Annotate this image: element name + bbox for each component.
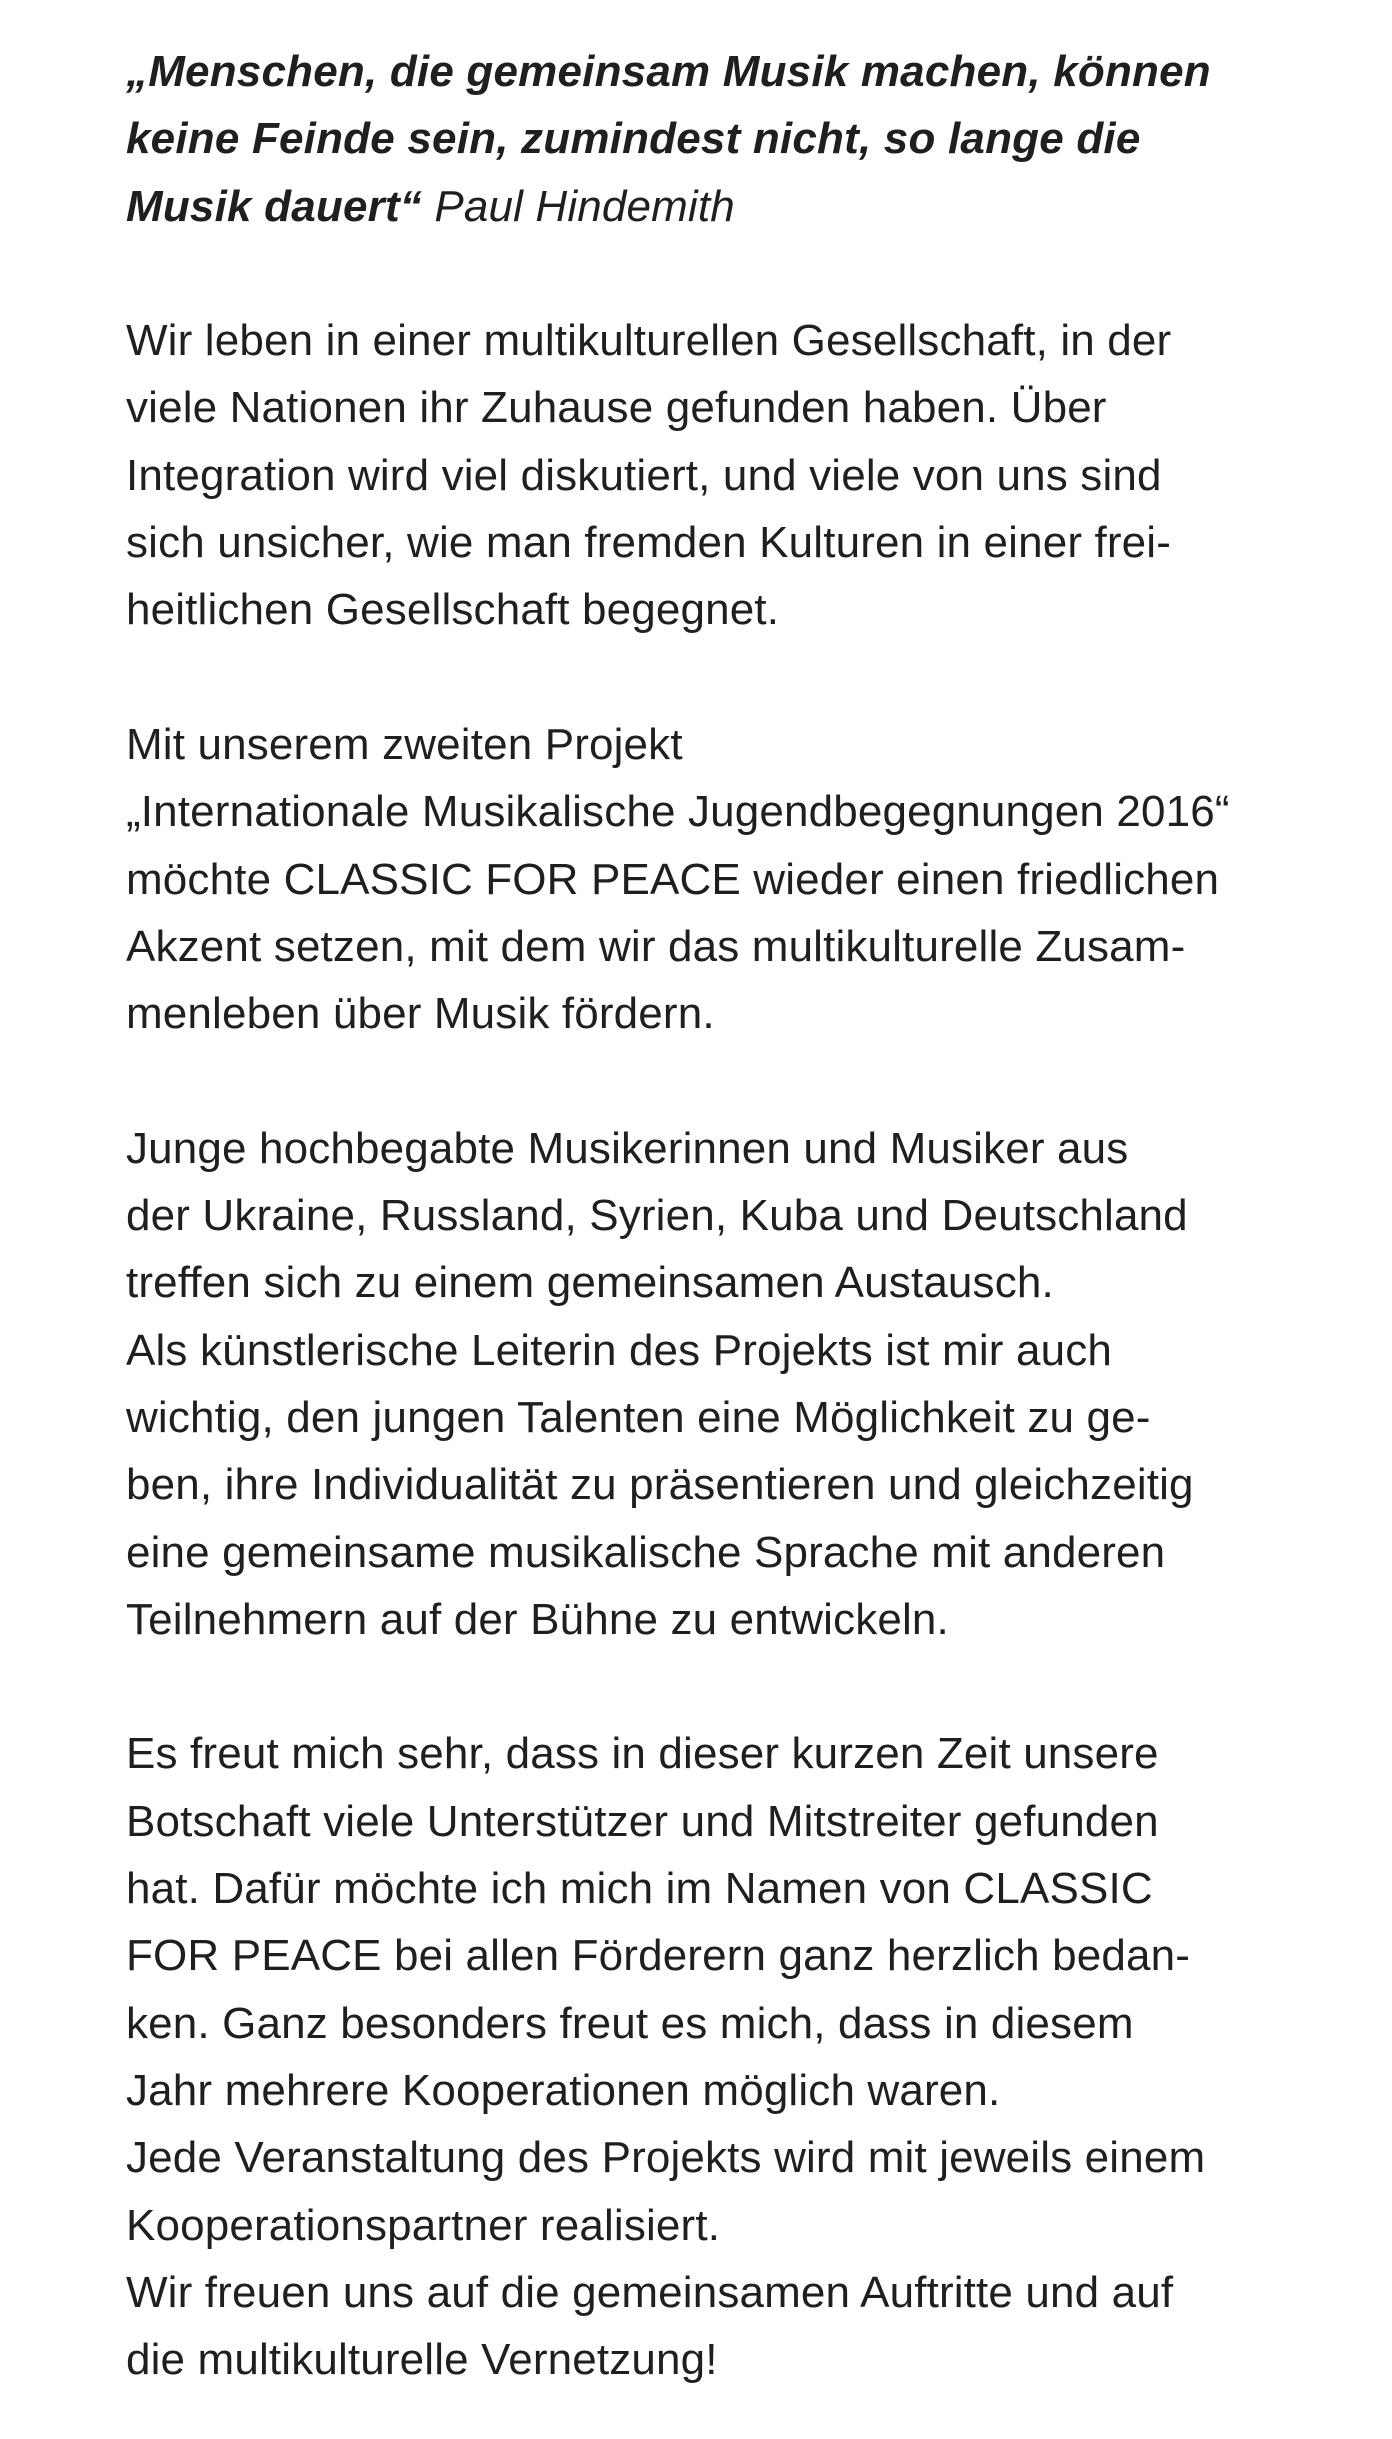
paragraph-spacer <box>126 644 1366 711</box>
paragraph-line: „Internationale Musikalische Jugendbegegnungen 2016“ <box>126 787 1230 837</box>
paragraph-line: hat. Dafür möchte ich mich im Namen von CLASSIC <box>126 1864 1153 1914</box>
quote-last-line <box>126 173 1366 240</box>
paragraph-line: heitlichen Gesellschaft begegnet. <box>126 585 780 635</box>
paragraph-line: treffen sich zu einem gemeinsamen Austausch. <box>126 1258 1054 1308</box>
paragraph-thanks <box>126 1720 1366 2393</box>
paragraph-line: Teilnehmern auf der Bühne zu entwickeln. <box>126 1594 949 1644</box>
paragraph-line: Wir freuen uns auf die gemeinsamen Auftritte und auf <box>126 2267 1174 2317</box>
quote-line: „Menschen, die gemeinsam Musik machen, können <box>126 47 1211 96</box>
article-body <box>126 38 1366 2393</box>
paragraph-line: sich unsicher, wie man fremden Kulturen in einer frei- <box>126 518 1172 568</box>
paragraph-line: eine gemeinsame musikalische Sprache mit anderen <box>126 1527 1166 1577</box>
paragraph-line: möchte CLASSIC FOR PEACE wieder einen friedlichen <box>126 854 1220 904</box>
quote-block <box>126 38 1366 240</box>
paragraph-line: Mit unserem zweiten Projekt <box>126 719 683 769</box>
paragraph-line: Als künstlerische Leiterin des Projekts ist mir auch <box>126 1325 1112 1375</box>
paragraph-line: Jahr mehrere Kooperationen möglich waren. <box>126 2065 1001 2115</box>
paragraph-line: menleben über Musik fördern. <box>126 989 715 1039</box>
paragraph-line: Wir leben in einer multikulturellen Gesellschaft, in der <box>126 316 1172 366</box>
quote-line: Musik dauert“ <box>126 181 422 231</box>
paragraph-spacer <box>126 1047 1366 1114</box>
paragraph-project <box>126 711 1366 1047</box>
paragraph-spacer <box>126 240 1366 307</box>
paragraph-line: FOR PEACE bei allen Förderern ganz herzlich bedan- <box>126 1931 1191 1981</box>
paragraph-spacer <box>126 1653 1366 1720</box>
paragraph-line: Botschaft viele Unterstützer und Mitstreiter gefunden <box>126 1796 1159 1846</box>
paragraph-line: Akzent setzen, mit dem wir das multikulturelle Zusam- <box>126 921 1186 971</box>
paragraph-line: ben, ihre Individualität zu präsentieren und gleichzeitig <box>126 1460 1194 1510</box>
quote-line: keine Feinde sein, zumindest nicht, so lange die <box>126 114 1141 164</box>
paragraph-line: die multikulturelle Vernetzung! <box>126 2335 718 2385</box>
paragraph-integration <box>126 307 1366 643</box>
quote-author: Paul Hindemith <box>434 181 735 231</box>
paragraph-musicians <box>126 1115 1366 1653</box>
paragraph-line: der Ukraine, Russland, Syrien, Kuba und Deutschland <box>126 1191 1188 1241</box>
paragraph-line: ken. Ganz besonders freut es mich, dass in diesem <box>126 1998 1134 2048</box>
paragraph-line: Integration wird viel diskutiert, und viele von uns sind <box>126 450 1162 500</box>
paragraph-line: Kooperationspartner realisiert. <box>126 2200 721 2250</box>
paragraph-line: Junge hochbegabte Musikerinnen und Musiker aus <box>126 1123 1129 1173</box>
paragraph-line: Jede Veranstaltung des Projekts wird mit jeweils einem <box>126 2133 1206 2183</box>
paragraph-line: viele Nationen ihr Zuhause gefunden haben. Über <box>126 383 1107 433</box>
paragraph-line: Es freut mich sehr, dass in dieser kurzen Zeit unsere <box>126 1729 1159 1779</box>
paragraph-line: wichtig, den jungen Talenten eine Möglichkeit zu ge- <box>126 1392 1151 1442</box>
